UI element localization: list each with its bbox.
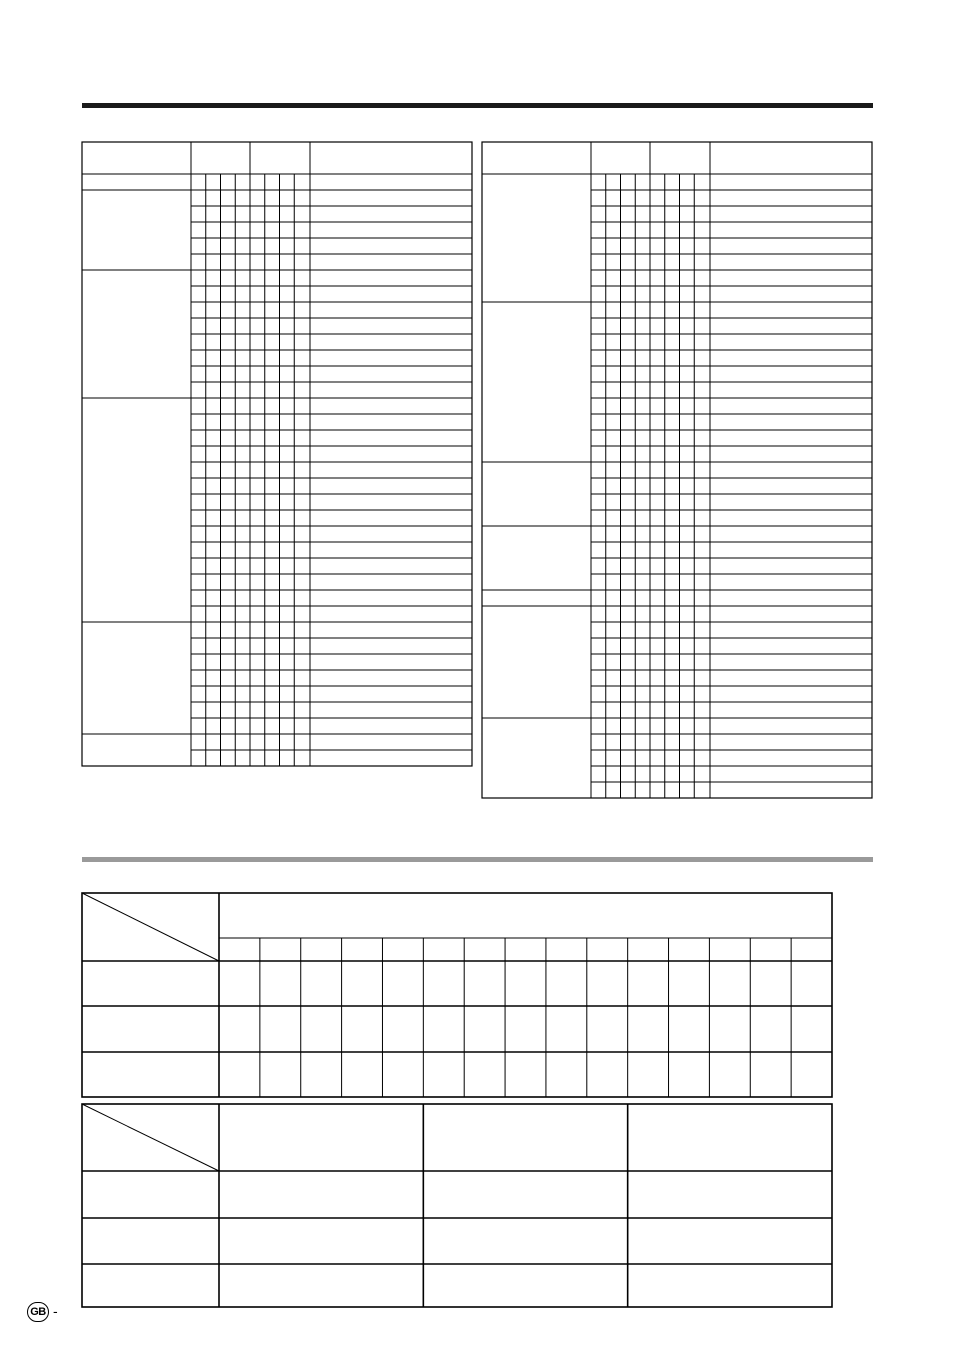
bottom-table-2-diagonal [82, 1104, 219, 1171]
left-table-border [82, 142, 472, 766]
region-badge-icon [27, 1302, 49, 1322]
page-number-dash: - [53, 1303, 58, 1319]
right-table-border [482, 142, 872, 798]
bottom-table-1-diagonal [82, 893, 219, 961]
region-badge-text: GB [30, 1306, 46, 1318]
bottom-table-2-border [82, 1104, 832, 1307]
bottom-table-1-border [82, 893, 832, 1097]
